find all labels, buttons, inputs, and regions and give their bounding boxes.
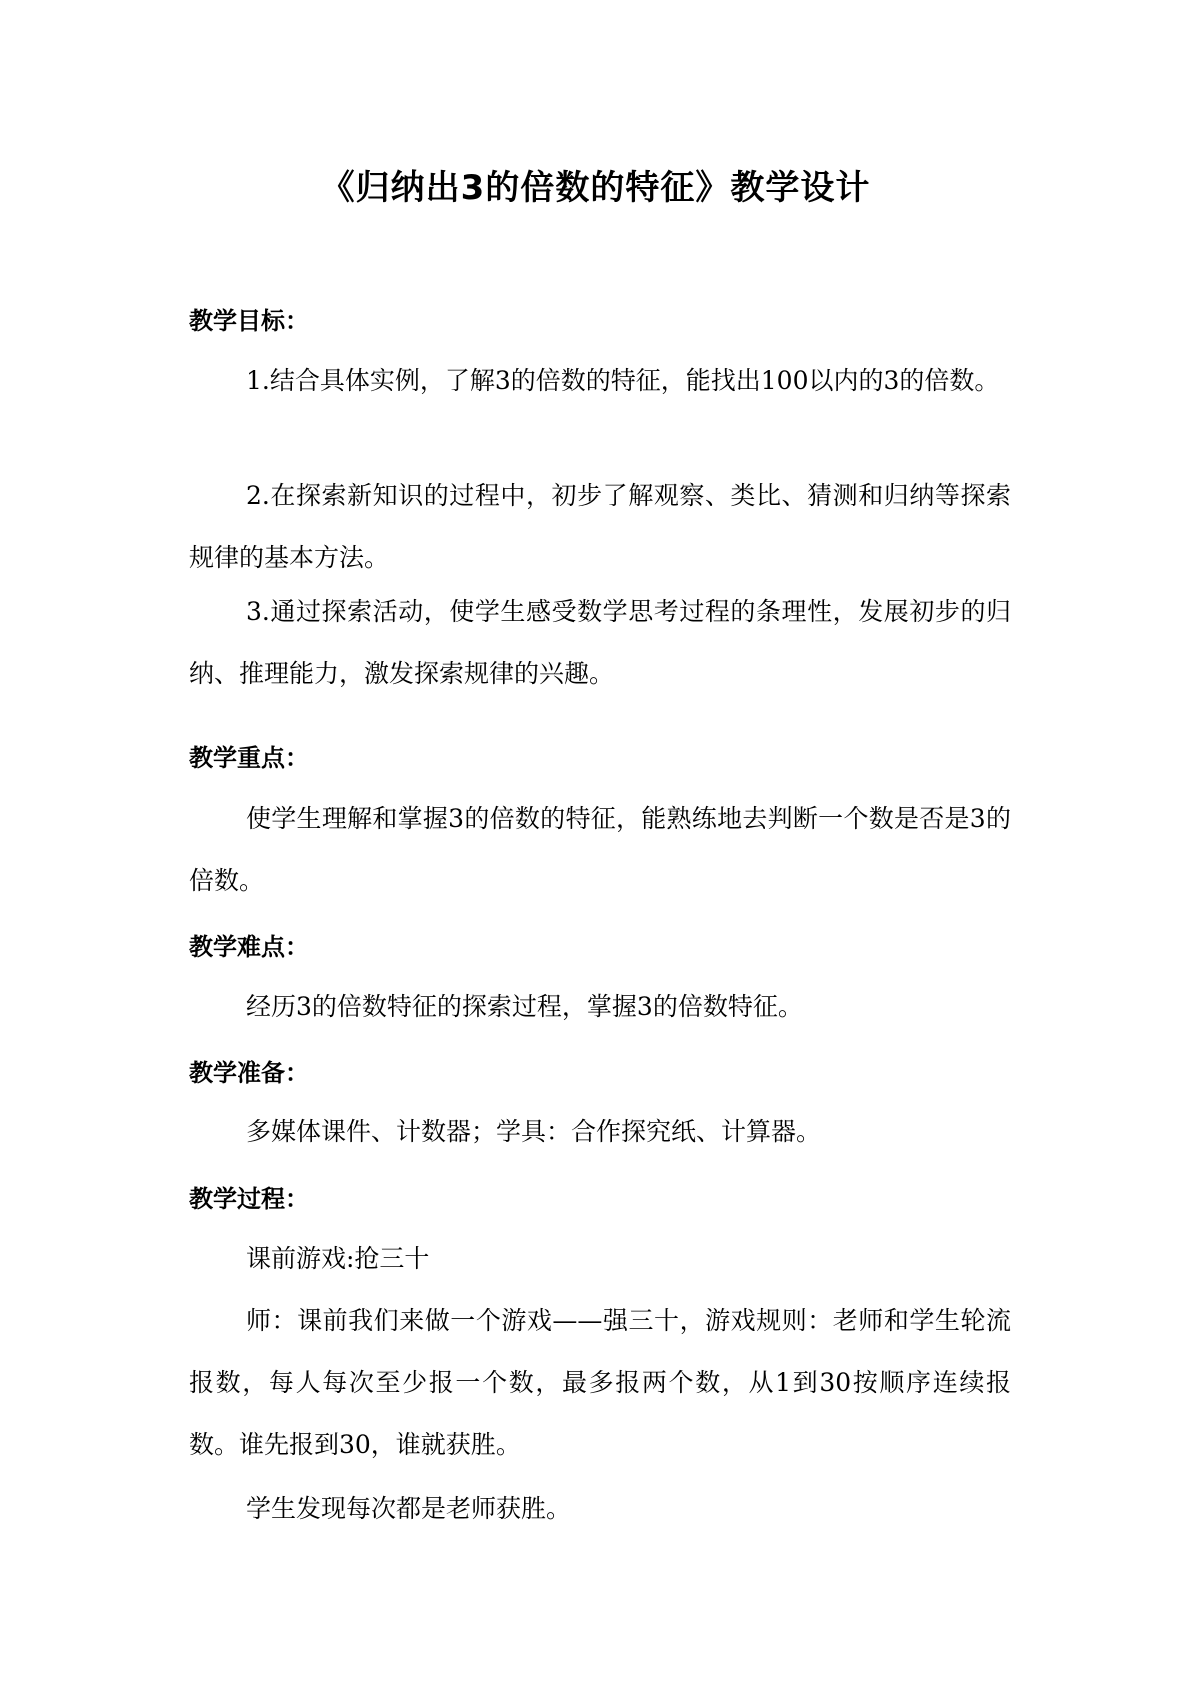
objective-item-1: 1.结合具体实例，了解3的倍数的特征，能找出100以内的3的倍数。 — [246, 366, 1000, 395]
preparation-heading: 教学准备： — [189, 1059, 309, 1087]
objective-item-3: 3.通过探索活动，使学生感受数学思考过程的条理性，发展初步的归纳、推理能力，激发探索规律的兴趣。 — [189, 597, 1011, 688]
process-paragraph-3: 学生发现每次都是老师获胜。 — [246, 1494, 572, 1523]
preparation-text: 多媒体课件、计数器；学具：合作探究纸、计算器。 — [246, 1117, 822, 1146]
key-points-heading: 教学重点： — [189, 744, 309, 772]
document-title: 《归纳出3的倍数的特征》教学设计 — [320, 168, 871, 208]
process-paragraph-2: 师：课前我们来做一个游戏——强三十，游戏规则：老师和学生轮流报数，每人每次至少报一个数，最多报两个数，从1到30按顺序连续报数。谁先报到30，谁就获胜。 — [189, 1306, 1011, 1459]
key-points-text: 使学生理解和掌握3的倍数的特征，能熟练地去判断一个数是否是3的倍数。 — [189, 804, 1011, 895]
objective-item-2: 2.在探索新知识的过程中，初步了解观察、类比、猜测和归纳等探索规律的基本方法。 — [189, 481, 1011, 572]
difficulties-text: 经历3的倍数特征的探索过程，掌握3的倍数特征。 — [246, 992, 803, 1021]
difficulties-heading: 教学难点： — [189, 933, 309, 961]
process-paragraph-1: 课前游戏:抢三十 — [246, 1244, 430, 1273]
process-heading: 教学过程： — [189, 1185, 309, 1213]
objectives-heading: 教学目标： — [189, 307, 309, 335]
